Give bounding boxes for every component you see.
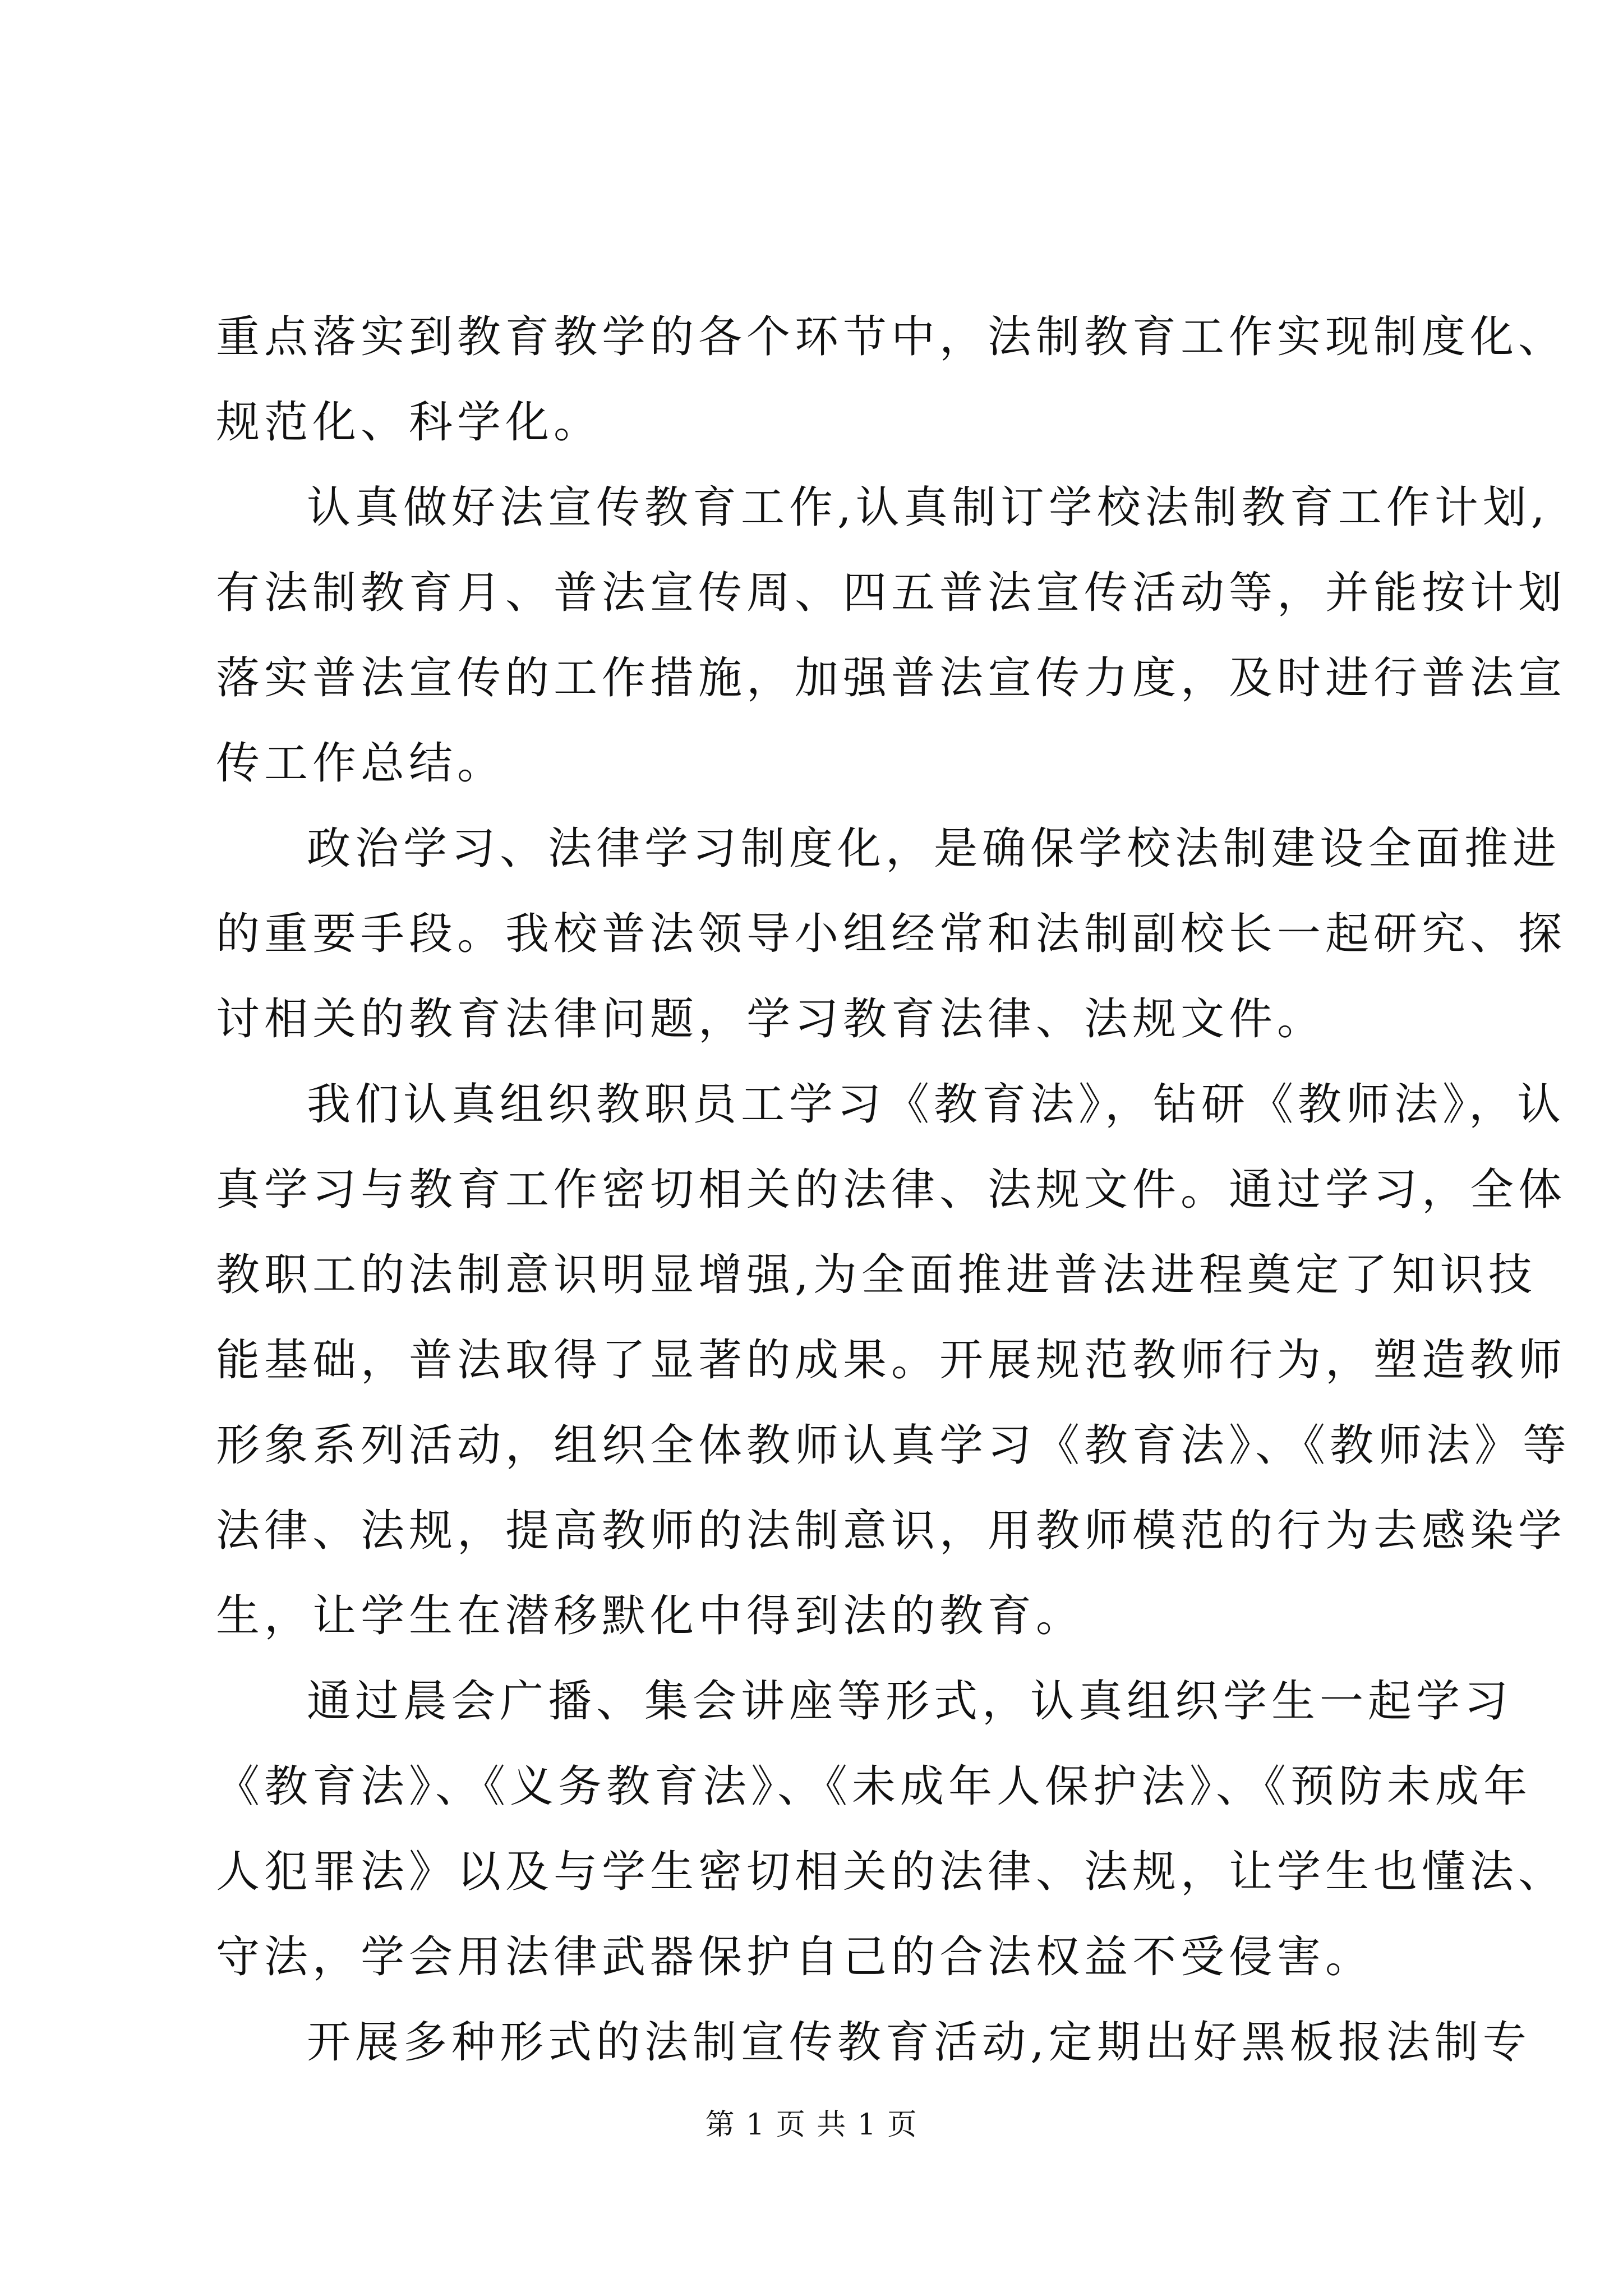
text-line: 认真做好法宣传教育工作,认真制订学校法制教育工作计划, — [307, 482, 1550, 533]
text-line: 真学习与教育工作密切相关的法律、法规文件。通过学习，全体 — [216, 1165, 1567, 1215]
text-line: 落实普法宣传的工作措施，加强普法宣传力度，及时进行普法宣 — [216, 653, 1567, 703]
text-line: 法律、法规，提高教师的法制意识，用教师模范的行为去感染学 — [216, 1506, 1567, 1556]
text-line: 开展多种形式的法制宣传教育活动,定期出好黑板报法制专 — [307, 2017, 1531, 2068]
text-line: 《教育法》、《义务教育法》、《未成年人保护法》、《预防未成年 — [216, 1761, 1532, 1812]
text-line: 的重要手段。我校普法领导小组经常和法制副校长一起研究、探 — [216, 909, 1567, 959]
text-line: 规范化、科学化。 — [216, 397, 602, 448]
text-line: 传工作总结。 — [216, 738, 506, 789]
text-line: 人犯罪法》以及与学生密切相关的法律、法规，让学生也懂法、 — [216, 1847, 1567, 1897]
text-line: 通过晨会广播、集会讲座等形式，认真组织学生一起学习 — [307, 1676, 1513, 1727]
document-body — [216, 295, 1571, 2085]
text-line: 教职工的法制意识明显增强,为全面推进普法进程奠定了知识技 — [216, 1250, 1537, 1300]
text-line: 能基础，普法取得了显著的成果。开展规范教师行为，塑造教师 — [216, 1335, 1567, 1386]
page-footer-number: 第 1 页 共 1 页 — [705, 2108, 918, 2142]
text-line: 有法制教育月、普法宣传周、四五普法宣传活动等，并能按计划 — [216, 568, 1567, 618]
text-line: 生，让学生在潜移默化中得到法的教育。 — [216, 1591, 1085, 1641]
text-line: 重点落实到教育教学的各个环节中，法制教育工作实现制度化、 — [216, 312, 1567, 362]
text-line: 政治学习、法律学习制度化，是确保学校法制建设全面推进 — [307, 823, 1561, 874]
text-line: 我们认真组织教职员工学习《教育法》，钻研《教师法》，认 — [307, 1079, 1566, 1130]
text-line: 讨相关的教育法律问题，学习教育法律、法规文件。 — [216, 994, 1326, 1045]
text-line: 守法，学会用法律武器保护自己的合法权益不受侵害。 — [216, 1932, 1374, 1982]
text-line: 形象系列活动，组织全体教师认真学习《教育法》、《教师法》等 — [216, 1420, 1571, 1471]
